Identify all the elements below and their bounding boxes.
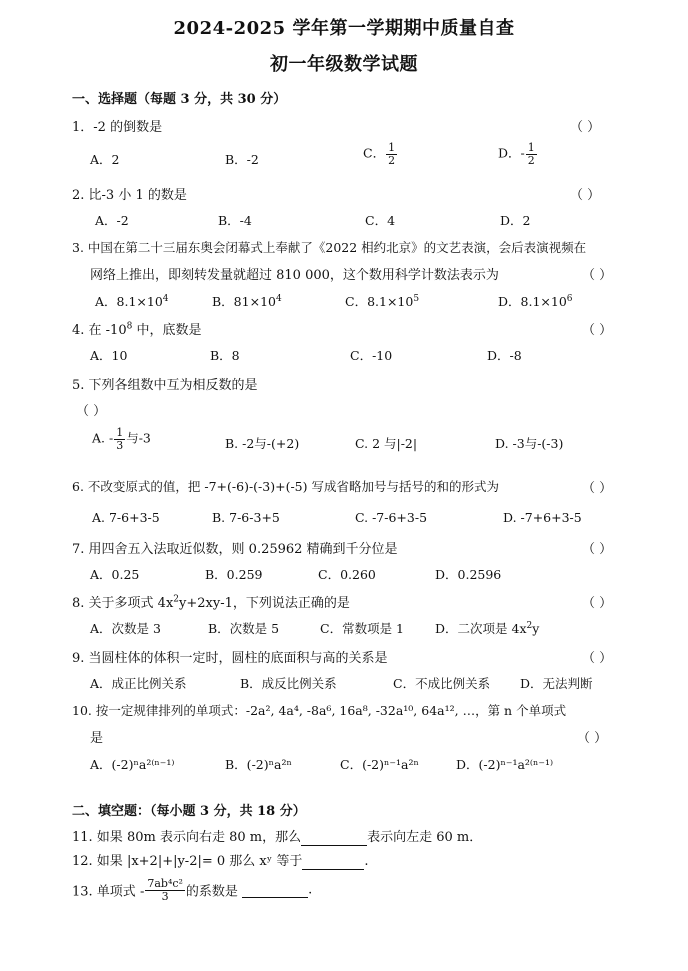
q3-option-d[interactable]: D．$8.1\times 10^6$ (498, 293, 573, 309)
question-13: 13. 单项式 - $\frac{\text{7ab⁴c²}}{3}$ 的系数是 . (72, 877, 313, 903)
q9-option-b[interactable]: B．成反比例关系 (240, 676, 337, 691)
answer-paren-4[interactable]: （ ） (582, 323, 613, 338)
page-subtitle: 初一年级数学试题 (270, 54, 418, 75)
q9-option-c[interactable]: C．不成比例关系 (393, 676, 491, 691)
question-9-stem: 9. 当圆柱体的体积一定时，圆柱的底面积与高的关系是 (72, 651, 388, 666)
q10-option-c[interactable]: C．(-2)ⁿ⁻¹a²ⁿ (340, 757, 419, 772)
q1-option-d-label: D．- (498, 145, 525, 161)
q1-option-d[interactable] (498, 142, 538, 166)
question-10-stem-line2: 是 (90, 731, 104, 746)
question-4-stem: 4. 在 $-10^8$ 中，底数是 (72, 321, 202, 338)
q2-option-b[interactable]: B．-4 (218, 213, 252, 228)
q4-option-d[interactable]: D．-8 (487, 348, 522, 363)
q3-option-b[interactable]: B．$81\times 10^4$ (212, 293, 282, 309)
q13-fraction: $\frac{\text{7ab⁴c²}}{3}$ (147, 877, 183, 903)
question-3-stem-line1: 3. 中国在第二十三届东奥会闭幕式上奉献了《2022 相约北京》的文艺表演，会后表演视频在 (72, 240, 587, 255)
question-1-stem: 1．-2 的倒数是 (72, 120, 163, 135)
q2-option-d[interactable]: D．2 (500, 213, 531, 228)
q8-option-a[interactable]: A．次数是 3 (90, 621, 161, 636)
q9-option-d[interactable]: D．无法判断 (520, 676, 593, 691)
q1-option-d-fraction: $\frac{1}{2}$ (527, 141, 535, 167)
q7-option-c[interactable]: C．0.260 (318, 567, 376, 582)
q2-option-c[interactable]: C．4 (365, 213, 396, 228)
answer-paren-3[interactable]: （ ） (582, 268, 613, 283)
q5-option-a[interactable]: A. - $\frac{1}{3}$ 与-3 (92, 426, 151, 452)
q12-blank[interactable] (302, 854, 364, 870)
answer-paren-5[interactable]: （ ） (76, 404, 107, 419)
q10-option-a[interactable]: A．(-2)ⁿa²⁽ⁿ⁻¹⁾ (90, 757, 175, 772)
q6-option-c[interactable]: C. -7-6+3-5 (355, 510, 428, 525)
q6-option-a[interactable]: A. 7-6+3-5 (92, 510, 160, 525)
q3-option-a[interactable]: A．$8.1\times 10^4$ (95, 293, 169, 309)
question-10-stem-line1: 10. 按一定规律排列的单项式：-2a², 4a⁴, -8a⁶, 16a⁸, -32a¹⁰, 64a¹², …，第 n 个单项式 (72, 703, 567, 718)
q8-option-d[interactable]: D．二次项是 $4x^2y$ (435, 620, 540, 636)
q7-option-d[interactable]: D．0.2596 (435, 567, 502, 582)
q10-option-b[interactable]: B．(-2)ⁿa²ⁿ (225, 757, 292, 772)
question-11: 11. 如果 80m 表示向右走 80 m，那么 表示向左走 60 m． (72, 830, 483, 845)
q1-option-b[interactable]: B．-2 (225, 152, 259, 167)
answer-paren-7[interactable]: （ ） (582, 542, 613, 557)
q5-option-c[interactable]: C. 2 与|-2| (355, 436, 418, 451)
answer-paren-8[interactable]: （ ） (582, 596, 613, 611)
question-8-stem: 8. 关于多项式 $4x^2y+2xy-1$，下列说法正确的是 (72, 594, 350, 611)
q1-option-c-label: C． (363, 145, 386, 161)
question-2-stem: 2. 比-3 小 1 的数是 (72, 188, 187, 203)
q2-option-a[interactable]: A．-2 (95, 213, 129, 228)
q4-option-a[interactable]: A．10 (90, 348, 128, 363)
q6-option-d[interactable]: D. -7+6+3-5 (503, 510, 582, 525)
q1-option-a[interactable]: A．2 (90, 152, 120, 167)
q4-option-c[interactable]: C．-10 (350, 348, 393, 363)
question-5-stem: 5. 下列各组数中互为相反数的是 (72, 378, 258, 393)
q1-option-c-fraction: $\frac{1}{2}$ (388, 141, 396, 167)
question-6-stem: 6. 不改变原式的值，把 -7+(-6)-(-3)+(-5) 写成省略加号与括号的和的形式为 (72, 479, 499, 494)
q5-option-a-fraction: $\frac{1}{3}$ (116, 426, 124, 452)
q1-option-c[interactable] (363, 142, 398, 166)
q8-option-c[interactable]: C．常数项是 1 (320, 621, 404, 636)
page-title: 2024-2025 学年第一学期期中质量自查 (173, 18, 515, 39)
q10-option-d[interactable]: D．(-2)ⁿ⁻¹a²⁽ⁿ⁻¹⁾ (456, 757, 554, 772)
q7-option-b[interactable]: B．0.259 (205, 567, 263, 582)
q5-option-d[interactable]: D. -3与-(-3) (495, 436, 564, 451)
q9-option-a[interactable]: A．成正比例关系 (90, 676, 187, 691)
q4-option-b[interactable]: B．8 (210, 348, 240, 363)
question-3-stem-line2: 网络上推出，即刻转发量就超过 810 000，这个数用科学计数法表示为 (90, 268, 499, 283)
answer-paren-1[interactable]: （ ） (570, 120, 601, 135)
section-heading-fill: 二、填空题：（每小题 3 分，共 18 分） (72, 804, 306, 819)
section-heading-choice: 一、选择题（每题 3 分，共 30 分） (72, 92, 287, 107)
question-7-stem: 7. 用四舍五入法取近似数，则 0.25962 精确到千分位是 (72, 542, 398, 557)
q5-option-b[interactable]: B. -2与-(+2) (225, 436, 300, 451)
answer-paren-10[interactable]: （ ） (577, 731, 608, 746)
q6-option-b[interactable]: B. 7-6-3+5 (212, 510, 280, 525)
answer-paren-2[interactable]: （ ） (570, 188, 601, 203)
q11-blank[interactable] (301, 830, 367, 846)
answer-paren-6[interactable]: （ ） (582, 481, 613, 496)
answer-paren-9[interactable]: （ ） (582, 651, 613, 666)
question-12: 12. 如果 |x+2|+|y-2|= 0 那么 xʸ 等于 . (72, 854, 369, 869)
q3-option-c[interactable]: C．$8.1\times 10^5$ (345, 293, 420, 309)
q7-option-a[interactable]: A．0.25 (90, 567, 140, 582)
q8-option-b[interactable]: B．次数是 5 (208, 621, 280, 636)
q13-blank[interactable] (242, 882, 308, 898)
